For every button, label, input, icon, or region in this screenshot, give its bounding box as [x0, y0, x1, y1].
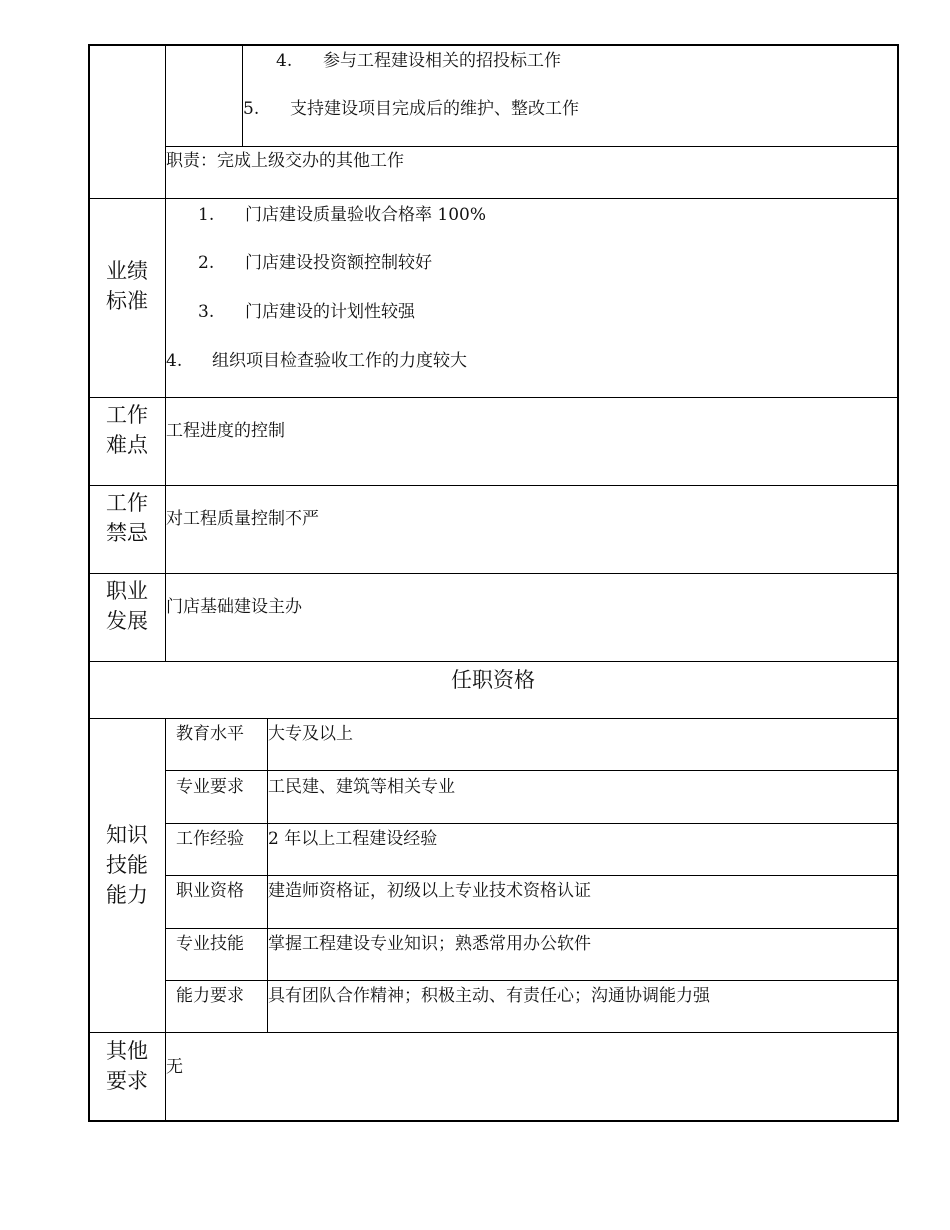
- row-divider: [88, 397, 898, 398]
- table-border-bottom: [88, 1120, 899, 1122]
- knowledge-key: 专业技能: [176, 934, 244, 954]
- list-item-text: 门店建设投资额控制较好: [245, 253, 432, 273]
- knowledge-row-divider: [165, 980, 898, 981]
- row-divider: [88, 1032, 898, 1033]
- list-item-number: 4.: [166, 351, 183, 371]
- knowledge-value: 2 年以上工程建设经验: [268, 829, 438, 849]
- row-divider: [88, 198, 898, 199]
- row-label-knowledge: 知识 技能 能力: [106, 823, 148, 907]
- duty-other-text: 职责：完成上级交办的其他工作: [166, 151, 404, 171]
- list-item-number: 2.: [198, 253, 215, 273]
- knowledge-value: 工民建、建筑等相关专业: [268, 777, 455, 797]
- list-item-number: 3.: [198, 302, 215, 322]
- knowledge-row-divider: [165, 823, 898, 824]
- list-item-text: 门店建设质量验收合格率 100%: [245, 205, 487, 225]
- knowledge-value: 掌握工程建设专业知识；熟悉常用办公软件: [268, 934, 591, 954]
- table-border-top: [88, 44, 899, 46]
- table-border-right: [897, 44, 899, 1122]
- row-divider: [88, 661, 898, 662]
- other-text: 无: [166, 1057, 183, 1077]
- knowledge-value: 大专及以上: [268, 724, 353, 744]
- section-title-qualification: 任职资格: [451, 668, 535, 692]
- list-item-number: 5.: [243, 99, 260, 119]
- knowledge-key: 职业资格: [176, 881, 244, 901]
- row-label-performance: 业绩 标准: [106, 259, 148, 313]
- knowledge-key: 教育水平: [176, 724, 244, 744]
- list-item-number: 1.: [198, 205, 215, 225]
- knowledge-key: 专业要求: [176, 777, 244, 797]
- list-item-text: 参与工程建设相关的招投标工作: [323, 51, 561, 71]
- taboo-text: 对工程质量控制不严: [166, 509, 319, 529]
- row-label-other: 其他 要求: [106, 1039, 148, 1093]
- knowledge-value: 具有团队合作精神；积极主动、有责任心；沟通协调能力强: [268, 986, 710, 1006]
- difficulty-text: 工程进度的控制: [166, 421, 285, 441]
- row-divider: [165, 146, 898, 147]
- row-divider: [88, 485, 898, 486]
- inner-column-divider: [242, 44, 243, 146]
- knowledge-row-divider: [165, 928, 898, 929]
- list-item-text: 组织项目检查验收工作的力度较大: [212, 351, 467, 371]
- career-text: 门店基础建设主办: [166, 597, 302, 617]
- list-item-number: 4.: [276, 51, 293, 71]
- knowledge-key: 能力要求: [176, 986, 244, 1006]
- knowledge-row-divider: [165, 770, 898, 771]
- list-item-text: 门店建设的计划性较强: [245, 302, 415, 322]
- row-label-career: 职业 发展: [106, 579, 148, 633]
- knowledge-value: 建造师资格证，初级以上专业技术资格认证: [268, 881, 591, 901]
- row-divider: [88, 573, 898, 574]
- row-divider: [88, 718, 898, 719]
- knowledge-row-divider: [165, 875, 898, 876]
- list-item-text: 支持建设项目完成后的维护、整改工作: [290, 99, 579, 119]
- knowledge-key: 工作经验: [176, 829, 244, 849]
- row-label-difficulty: 工作 难点: [106, 403, 148, 457]
- row-label-taboo: 工作 禁忌: [106, 491, 148, 545]
